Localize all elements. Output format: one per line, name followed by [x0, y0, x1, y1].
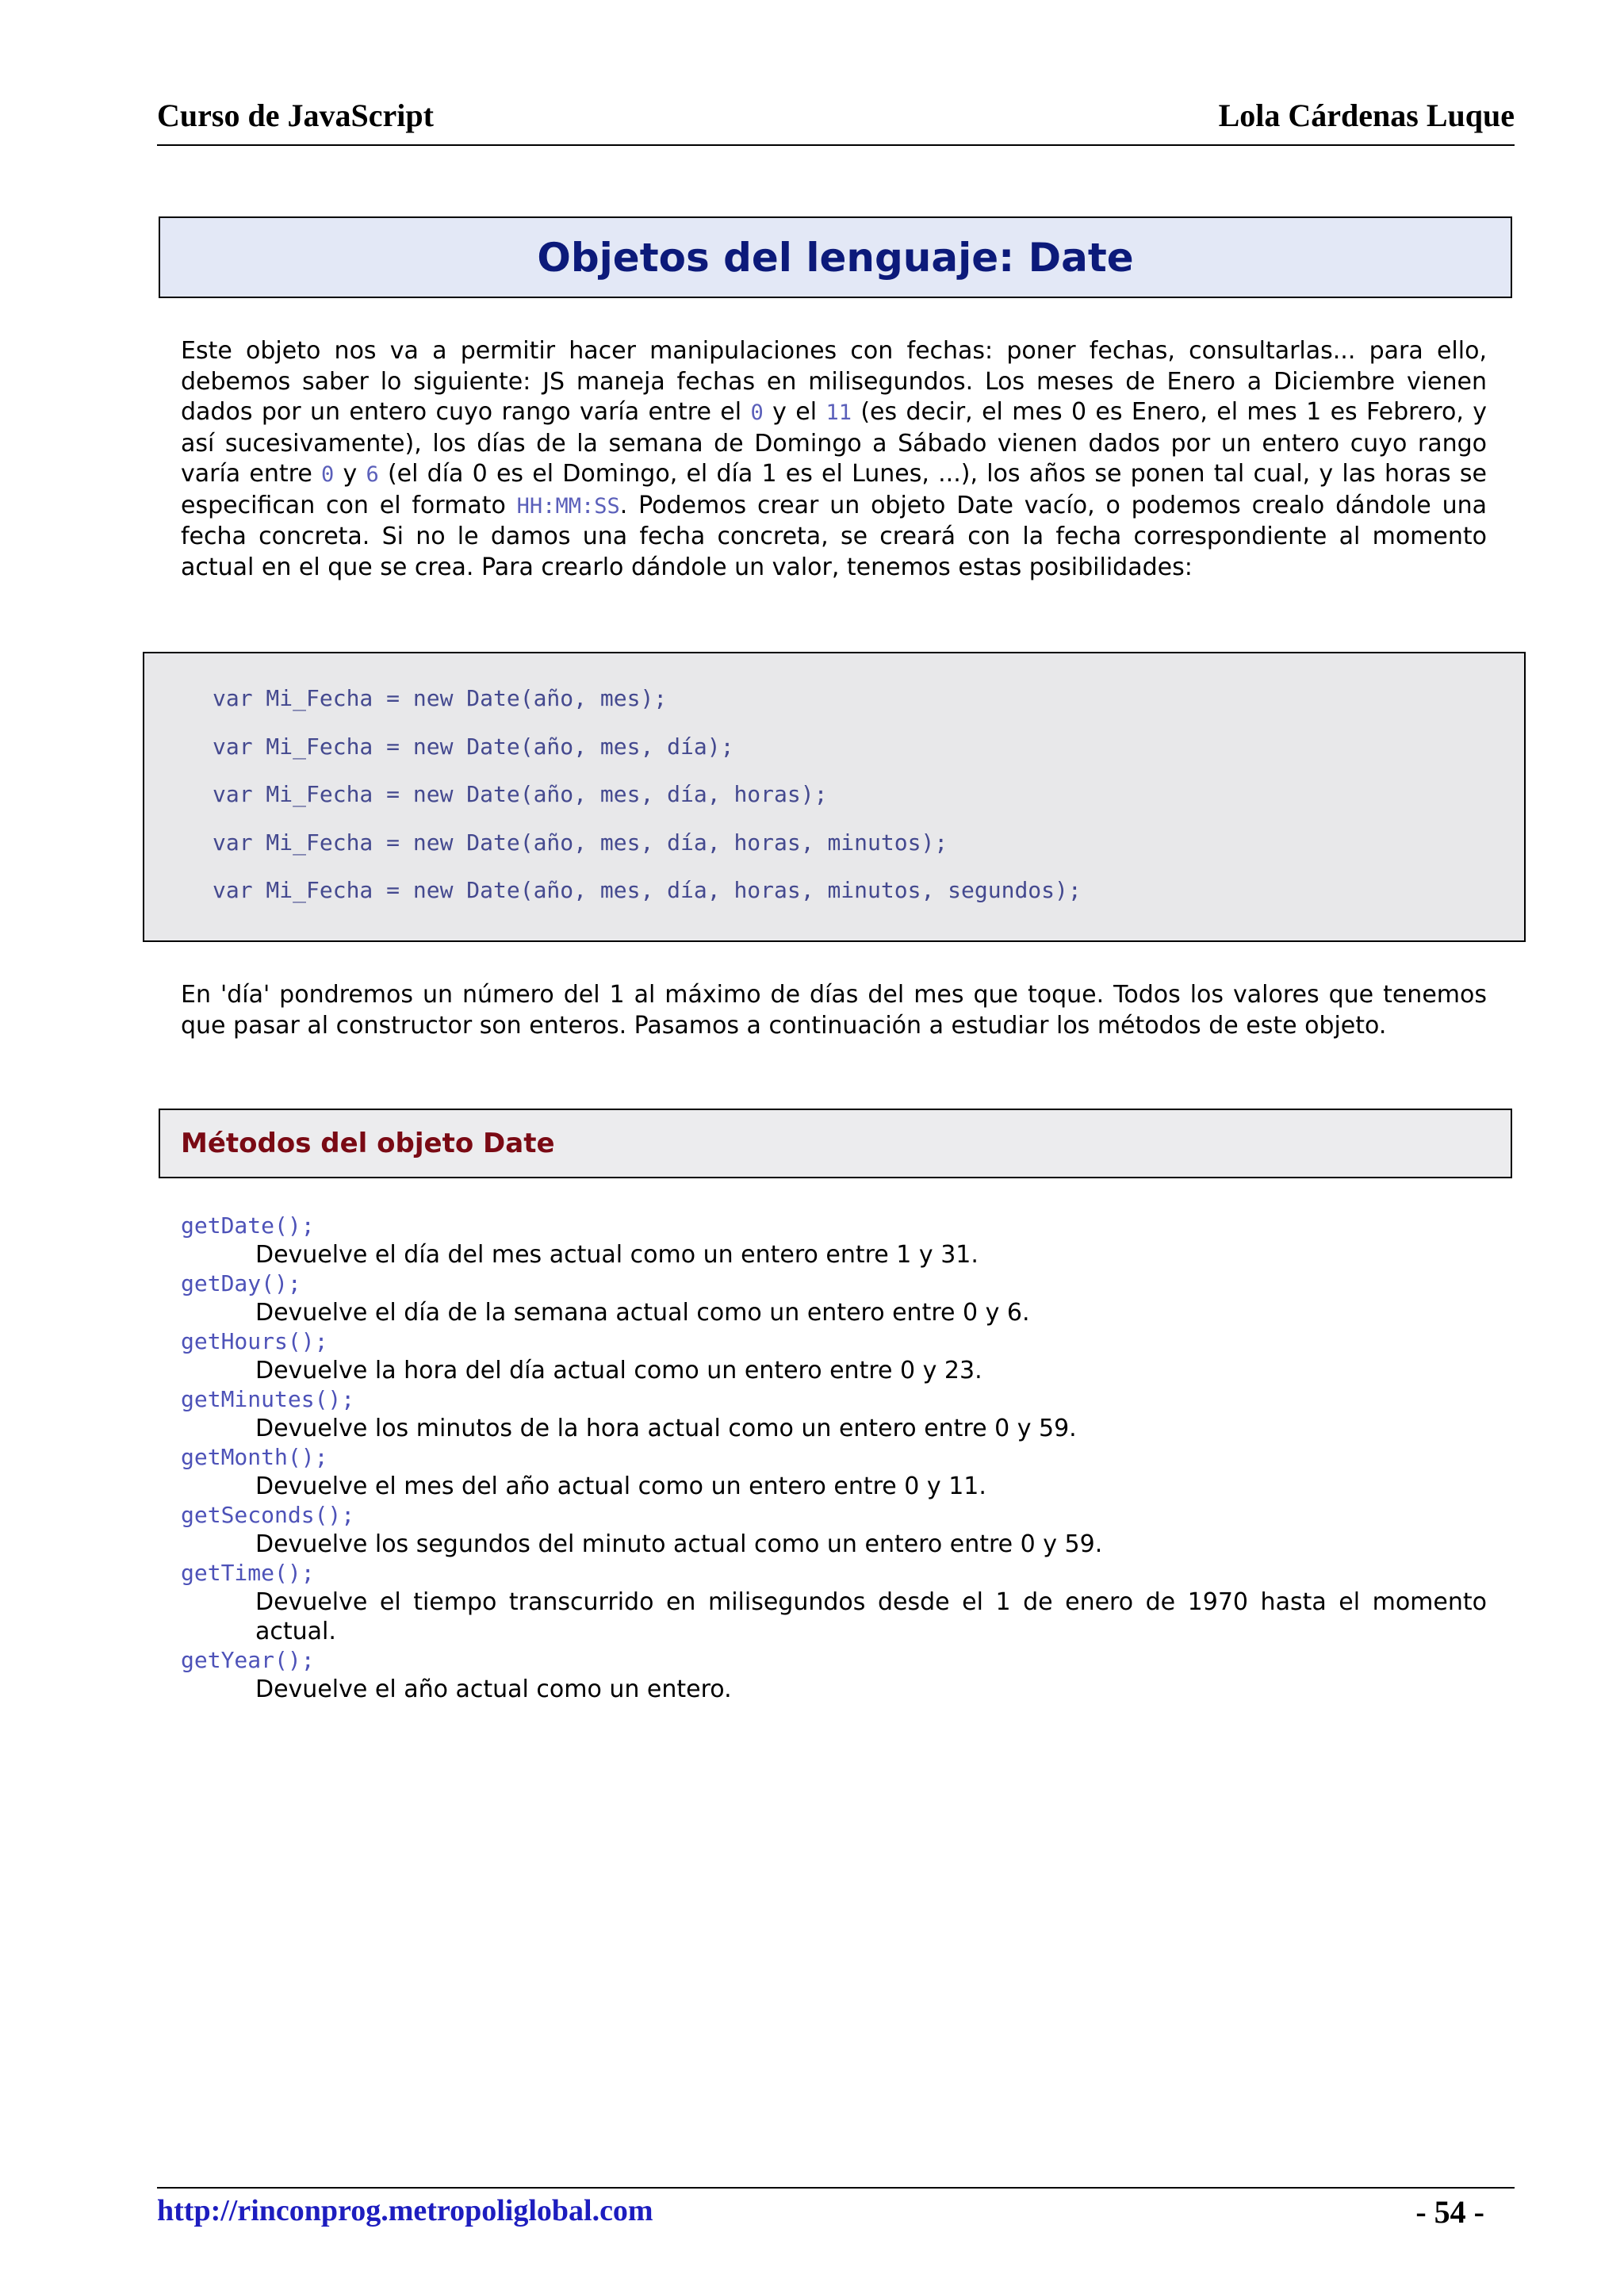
inline-code-11: 11 — [825, 400, 852, 425]
method-name: getMinutes(); — [181, 1386, 355, 1412]
inline-code-time-format: HH:MM:SS — [516, 493, 620, 519]
inline-code-6: 6 — [366, 462, 379, 487]
method-item — [181, 1646, 1487, 1704]
method-name: getDate(); — [181, 1212, 315, 1239]
method-description: Devuelve el día de la semana actual como un entero entre 0 y 6. — [255, 1299, 1030, 1327]
intro-text-3: (es decir, el mes 0 es Enero, el mes 1 es Febrero, y así sucesivamente), los días de la semana de Domingo a Sábado vienen dados por un entero cuyo rango varía entre — [181, 398, 1488, 488]
intro-text-1: Este objeto nos va a permitir hacer manipulaciones con fechas: poner fechas, consultarlas... para ello, debemos saber lo siguiente: JS maneja fechas en milisegundos. Los meses de Enero a Diciembre vienen dados por un entero cuyo rango varía entre el — [181, 337, 1487, 426]
method-item — [181, 1270, 1487, 1327]
intro-text-6: . Podemos crear un objeto Date vacío, o podemos crealo dándole una fecha concreta. Si no le damos una fecha concreta, se creará con la fecha correspondiente al momento actual en el que se crea. Para crearlo dándole un valor, tenemos estas posibilidades: — [181, 491, 1487, 581]
method-name: getYear(); — [181, 1647, 315, 1673]
inline-code-0b: 0 — [321, 462, 335, 487]
chapter-title: Objetos del lenguaje: Date — [537, 234, 1134, 281]
after-code-paragraph: En 'día' pondremos un número del 1 al máximo de días del mes que toque. Todos los valores que tenemos que pasar al constructor son enteros. Pasamos a continuación a estudiar los métodos de este objeto. — [181, 981, 1487, 1040]
method-item — [181, 1501, 1487, 1559]
intro-text-5: (el día 0 es el Domingo, el día 1 es el Lunes, ...), los años se ponen tal cual, y las horas se especifican con el formato — [181, 460, 1487, 519]
method-item — [181, 1327, 1487, 1385]
method-name: getHours(); — [181, 1328, 328, 1354]
method-description: Devuelve el tiempo transcurrido en milisegundos desde el 1 de enero de 1970 hasta el momento actual. — [255, 1588, 1487, 1645]
method-name: getMonth(); — [181, 1444, 328, 1470]
code-line-1: var Mi_Fecha = new Date(año, mes); — [213, 685, 668, 711]
page-number: - 54 - — [1415, 2194, 1484, 2230]
method-description: Devuelve el día del mes actual como un entero entre 1 y 31. — [255, 1241, 979, 1269]
code-line-4: var Mi_Fecha = new Date(año, mes, día, horas, minutos); — [213, 829, 948, 856]
method-description: Devuelve los minutos de la hora actual como un entero entre 0 y 59. — [255, 1415, 1077, 1442]
methods-list — [181, 1212, 1487, 1704]
method-item — [181, 1385, 1487, 1443]
method-name: getSeconds(); — [181, 1502, 355, 1528]
method-description: Devuelve el mes del año actual como un entero entre 0 y 11. — [255, 1473, 986, 1500]
code-example-box — [143, 652, 1526, 942]
page-footer — [157, 2187, 1515, 2236]
method-description: Devuelve el año actual como un entero. — [255, 1676, 732, 1703]
chapter-title-box — [159, 216, 1512, 298]
intro-text-2: y el — [763, 398, 826, 426]
intro-text-4: y — [334, 460, 366, 488]
code-line-3: var Mi_Fecha = new Date(año, mes, día, horas); — [213, 781, 828, 807]
intro-paragraph — [181, 336, 1487, 583]
section-title: Métodos del objeto Date — [181, 1128, 555, 1159]
page-header — [157, 97, 1515, 146]
section-header-box — [159, 1109, 1512, 1178]
inline-code-0: 0 — [750, 400, 764, 425]
header-author: Lola Cárdenas Luque — [1218, 98, 1515, 133]
code-line-5: var Mi_Fecha = new Date(año, mes, día, horas, minutos, segundos); — [213, 877, 1082, 903]
code-line-2: var Mi_Fecha = new Date(año, mes, día); — [213, 733, 734, 760]
method-item — [181, 1212, 1487, 1270]
header-course-title: Curso de JavaScript — [157, 98, 434, 133]
method-name: getDay(); — [181, 1270, 301, 1296]
method-description: Devuelve los segundos del minuto actual como un entero entre 0 y 59. — [255, 1530, 1103, 1558]
method-item — [181, 1559, 1487, 1646]
footer-url-link[interactable]: http://rinconprog.metropoliglobal.com — [157, 2194, 653, 2227]
method-item — [181, 1443, 1487, 1501]
method-name: getTime(); — [181, 1560, 315, 1586]
method-description: Devuelve la hora del día actual como un entero entre 0 y 23. — [255, 1357, 982, 1384]
